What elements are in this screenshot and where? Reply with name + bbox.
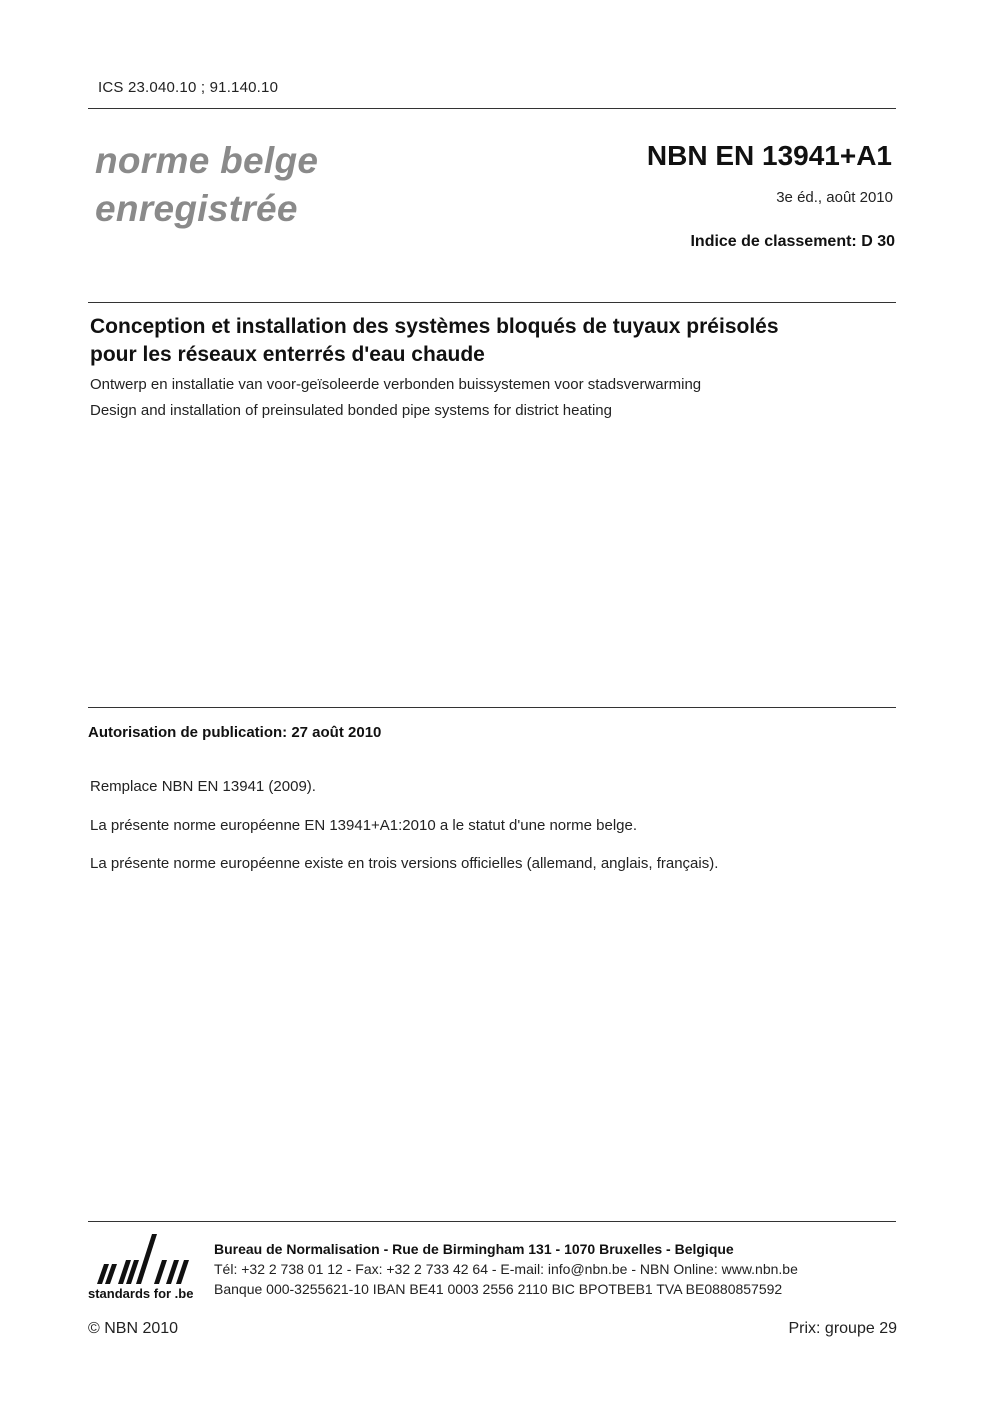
ics-codes: ICS 23.040.10 ; 91.140.10 xyxy=(98,79,279,96)
copyright: © NBN 2010 xyxy=(88,1320,179,1337)
footer-banking: Banque 000-3255621-10 IBAN BE41 0003 2556 2110 BIC BPOTBEB1 TVA BE0880857592 xyxy=(214,1281,783,1297)
footer-address: Bureau de Normalisation - Rue de Birmingham 131 - 1070 Bruxelles - Belgique xyxy=(214,1241,734,1257)
title-english: Design and installation of preinsulated bonded pipe systems for district heating xyxy=(90,402,612,419)
edition-date: 3e éd., août 2010 xyxy=(776,189,893,206)
footer-contact: Tél: +32 2 738 01 12 - Fax: +32 2 733 42 64 - E-mail: info@nbn.be - NBN Online: www.nbn.be xyxy=(214,1261,798,1277)
title-french-line1: Conception et installation des systèmes bloqués de tuyaux préisolés xyxy=(90,315,779,338)
document-number: NBN EN 13941+A1 xyxy=(646,140,892,171)
note-replaces: Remplace NBN EN 13941 (2009). xyxy=(90,778,316,795)
note-versions: La présente norme européenne existe en trois versions officielles (allemand, anglais, français). xyxy=(90,855,719,872)
norme-belge-label: norme belge xyxy=(95,140,319,181)
title-french-line2: pour les réseaux enterrés d'eau chaude xyxy=(90,343,485,366)
price-group: Prix: groupe 29 xyxy=(788,1320,897,1337)
enregistree-label: enregistrée xyxy=(95,188,298,229)
top-divider xyxy=(88,108,896,109)
publication-divider xyxy=(88,707,896,708)
footer-divider xyxy=(88,1221,896,1222)
publication-authorisation: Autorisation de publication: 27 août 2010 xyxy=(88,724,382,741)
title-dutch: Ontwerp en installatie van voor-geïsoleerde verbonden buissystemen voor stadsverwarming xyxy=(90,376,702,393)
logo-caption: standards for .be xyxy=(88,1286,194,1301)
note-status: La présente norme européenne EN 13941+A1:2010 a le statut d'une norme belge. xyxy=(90,817,638,834)
nbn-logo-text: nbn xyxy=(90,1303,94,1305)
classification-index: Indice de classement: D 30 xyxy=(690,233,895,250)
title-divider xyxy=(88,302,896,303)
